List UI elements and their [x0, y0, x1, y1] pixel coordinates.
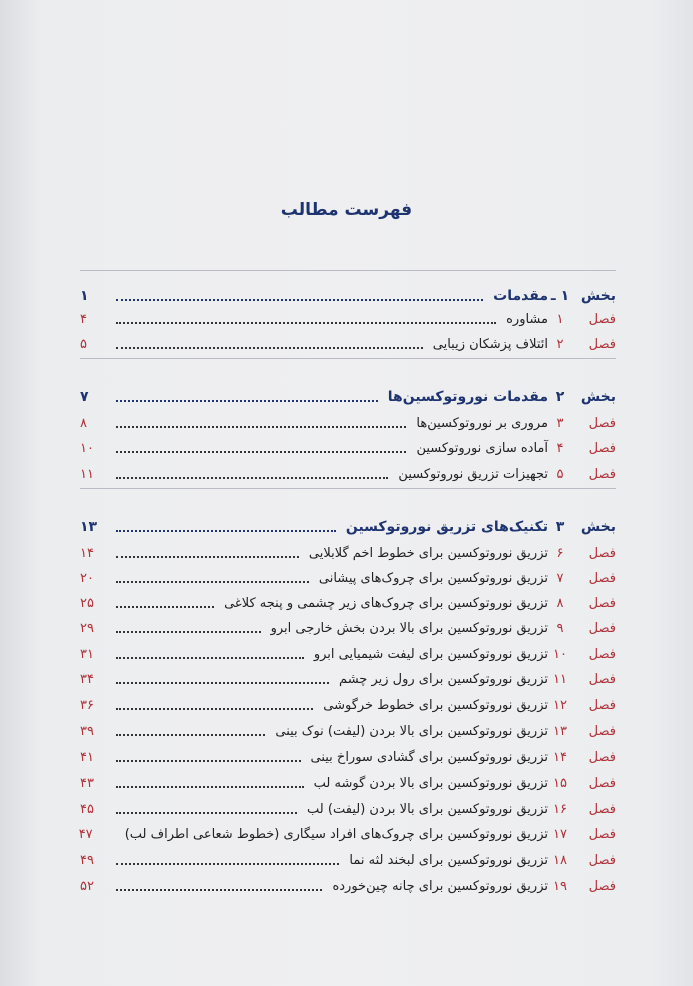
- chapter-label: فصل: [588, 415, 616, 431]
- chapter-title: ائتلاف پزشکان زیبایی: [432, 336, 548, 352]
- chapter-title: تزریق نوروتوکسین برای چروک‌های پیشانی: [318, 570, 548, 586]
- chapter-number: ۱۴: [553, 749, 567, 765]
- toc-chapter-row[interactable]: [80, 718, 616, 744]
- chapter-label: فصل: [588, 466, 616, 482]
- chapter-label: فصل: [588, 595, 616, 611]
- toc-chapter-row[interactable]: [80, 873, 616, 899]
- chapter-label: فصل: [588, 440, 616, 456]
- part-title: تکنیک‌های تزریق نوروتوکسین: [345, 519, 548, 535]
- chapter-page-number: ۳۴: [80, 671, 94, 687]
- toc-chapter-row[interactable]: [80, 590, 616, 616]
- toc-chapter-row[interactable]: [80, 540, 616, 566]
- chapter-title: آماده سازی نوروتوکسین: [416, 440, 548, 456]
- dot-leader: [116, 657, 304, 659]
- chapter-number: ۱۵: [553, 775, 567, 791]
- toc-chapter-row[interactable]: [80, 331, 616, 357]
- dot-leader: [116, 530, 336, 532]
- dot-leader: [116, 299, 483, 301]
- chapter-label: فصل: [588, 620, 616, 636]
- chapter-page-number: ۴۵: [80, 801, 94, 817]
- part-page-number: ۱۳: [80, 519, 98, 535]
- chapter-page-number: ۴۷: [78, 826, 93, 842]
- toc-chapter-row[interactable]: [80, 410, 616, 436]
- chapter-page-number: ۲۹: [80, 620, 94, 636]
- dot-leader: [116, 863, 339, 865]
- dot-leader: [116, 708, 313, 710]
- chapter-page-number: ۳۱: [80, 646, 94, 662]
- chapter-title: مشاوره: [506, 311, 548, 327]
- dot-leader: [116, 786, 304, 788]
- part-label: بخش: [580, 288, 616, 304]
- part-number: ۲: [555, 389, 565, 405]
- chapter-title: تزریق نوروتوکسین برای لیفت شیمیایی ابرو: [313, 646, 548, 662]
- chapter-page-number: ۲۵: [80, 595, 94, 611]
- dot-leader: [116, 889, 322, 891]
- chapter-label: فصل: [588, 697, 616, 713]
- chapter-label: فصل: [588, 878, 616, 894]
- chapter-page-number: ۲۰: [80, 570, 94, 586]
- chapter-number: ۱۲: [553, 697, 567, 713]
- toc-chapter-row[interactable]: [80, 692, 616, 718]
- chapter-number: ۱۸: [553, 852, 567, 868]
- chapter-number: ۲: [556, 336, 564, 352]
- chapter-number: ۱۶: [553, 801, 567, 817]
- chapter-title: تزریق نوروتوکسین برای چروک‌های افراد سیگاری (خطوط شعاعی اطراف لب): [124, 826, 548, 842]
- chapter-title: تزریق نوروتوکسین برای بالا بردن (لیفت) نوک بینی: [275, 723, 548, 739]
- dot-leader: [116, 760, 301, 762]
- dot-leader: [116, 426, 406, 428]
- dot-leader: [116, 477, 388, 479]
- chapter-page-number: ۸: [80, 415, 87, 431]
- chapter-title: تزریق نوروتوکسین برای رول زیر چشم: [339, 671, 548, 687]
- part-title: مقدمات: [493, 288, 548, 304]
- dot-leader: [116, 682, 329, 684]
- toc-chapter-row[interactable]: [80, 615, 616, 641]
- toc-chapter-row[interactable]: [80, 461, 616, 487]
- toc-chapter-row[interactable]: [80, 770, 616, 796]
- chapter-label: فصل: [588, 775, 616, 791]
- chapter-page-number: ۱۱: [80, 466, 94, 482]
- chapter-title: تزریق نوروتوکسین برای بالا بردن گوشه لب: [313, 775, 548, 791]
- toc-chapter-row[interactable]: [80, 821, 616, 847]
- chapter-number: ۱۷: [553, 826, 567, 842]
- part-page-number: ۷: [80, 389, 89, 405]
- chapter-number: ۱۹: [553, 878, 567, 894]
- dot-leader: [116, 581, 309, 583]
- chapter-page-number: ۵: [80, 336, 87, 352]
- dot-leader: [116, 451, 406, 453]
- chapter-number: ۹: [556, 620, 564, 636]
- chapter-label: فصل: [588, 723, 616, 739]
- chapter-page-number: ۵۲: [80, 878, 94, 894]
- chapter-label: فصل: [588, 570, 616, 586]
- chapter-label: فصل: [588, 311, 616, 327]
- chapter-title: تزریق نوروتوکسین برای چروک‌های زیر چشمی و پنجه کلاغی: [224, 595, 548, 611]
- chapter-title: تزریق نوروتوکسین برای چانه چین‌خورده: [332, 878, 548, 894]
- chapter-number: ۱: [556, 311, 564, 327]
- chapter-title: تزریق نوروتوکسین برای بالا بردن بخش خارجی ابرو: [270, 620, 548, 636]
- dot-leader: [116, 631, 261, 633]
- chapter-label: فصل: [588, 801, 616, 817]
- part-number: ۱ ـ: [550, 288, 570, 304]
- toc-chapter-row[interactable]: [80, 435, 616, 461]
- chapter-number: ۱۰: [553, 646, 567, 662]
- chapter-label: فصل: [588, 671, 616, 687]
- page-title: فهرست مطالب: [280, 200, 413, 220]
- chapter-label: فصل: [588, 646, 616, 662]
- dot-leader: [116, 606, 214, 608]
- chapter-title: تزریق نوروتوکسین برای بالا بردن (لیفت) لب: [307, 801, 548, 817]
- toc-chapter-row[interactable]: [80, 744, 616, 770]
- chapter-number: ۵: [556, 466, 564, 482]
- chapter-page-number: ۱۴: [80, 545, 94, 561]
- section-divider: [80, 488, 616, 489]
- toc-chapter-row[interactable]: [80, 847, 616, 873]
- chapter-page-number: ۴۳: [80, 775, 94, 791]
- chapter-number: ۸: [556, 595, 564, 611]
- part-page-number: ۱: [80, 288, 89, 304]
- chapter-label: فصل: [588, 545, 616, 561]
- chapter-title: تزریق نوروتوکسین برای گشادی سوراخ بینی: [310, 749, 548, 765]
- chapter-label: فصل: [588, 852, 616, 868]
- chapter-page-number: ۴: [80, 311, 87, 327]
- part-label: بخش: [580, 389, 616, 405]
- toc-chapter-row[interactable]: [80, 641, 616, 667]
- dot-leader: [116, 322, 496, 324]
- toc-chapter-row[interactable]: [80, 306, 616, 332]
- chapter-title: مروری بر نوروتوکسین‌ها: [416, 415, 548, 431]
- dot-leader: [116, 812, 297, 814]
- section-divider: [80, 358, 616, 359]
- chapter-label: فصل: [588, 826, 616, 842]
- chapter-number: ۷: [556, 570, 564, 586]
- chapter-number: ۱۳: [553, 723, 567, 739]
- chapter-title: تزریق نوروتوکسین برای خطوط اخم گلابلایی: [308, 545, 548, 561]
- part-label: بخش: [580, 519, 616, 535]
- dot-leader: [116, 400, 378, 402]
- dot-leader: [116, 347, 423, 349]
- toc-part-row[interactable]: [80, 514, 616, 540]
- chapter-label: فصل: [588, 336, 616, 352]
- chapter-title: تزریق نوروتوکسین برای خطوط خرگوشی: [323, 697, 548, 713]
- chapter-page-number: ۴۱: [80, 749, 94, 765]
- toc-chapter-row[interactable]: [80, 565, 616, 591]
- chapter-number: ۶: [556, 545, 564, 561]
- chapter-page-number: ۱۰: [80, 440, 94, 456]
- chapter-number: ۳: [556, 415, 564, 431]
- part-title: مقدمات نوروتوکسین‌ها: [387, 389, 548, 405]
- chapter-page-number: ۳۹: [80, 723, 94, 739]
- chapter-title: تزریق نوروتوکسین برای لبخند لثه نما: [349, 852, 548, 868]
- part-number: ۳: [555, 519, 565, 535]
- toc-chapter-row[interactable]: [80, 796, 616, 822]
- toc-chapter-row[interactable]: [80, 666, 616, 692]
- chapter-label: فصل: [588, 749, 616, 765]
- dot-leader: [116, 556, 299, 558]
- chapter-page-number: ۴۹: [80, 852, 94, 868]
- chapter-page-number: ۳۶: [80, 697, 94, 713]
- dot-leader: [116, 734, 265, 736]
- section-divider: [80, 270, 616, 271]
- chapter-number: ۱۱: [553, 671, 567, 687]
- toc-part-row[interactable]: [80, 384, 616, 410]
- chapter-title: تجهیزات تزریق نوروتوکسین: [398, 466, 548, 482]
- chapter-number: ۴: [556, 440, 564, 456]
